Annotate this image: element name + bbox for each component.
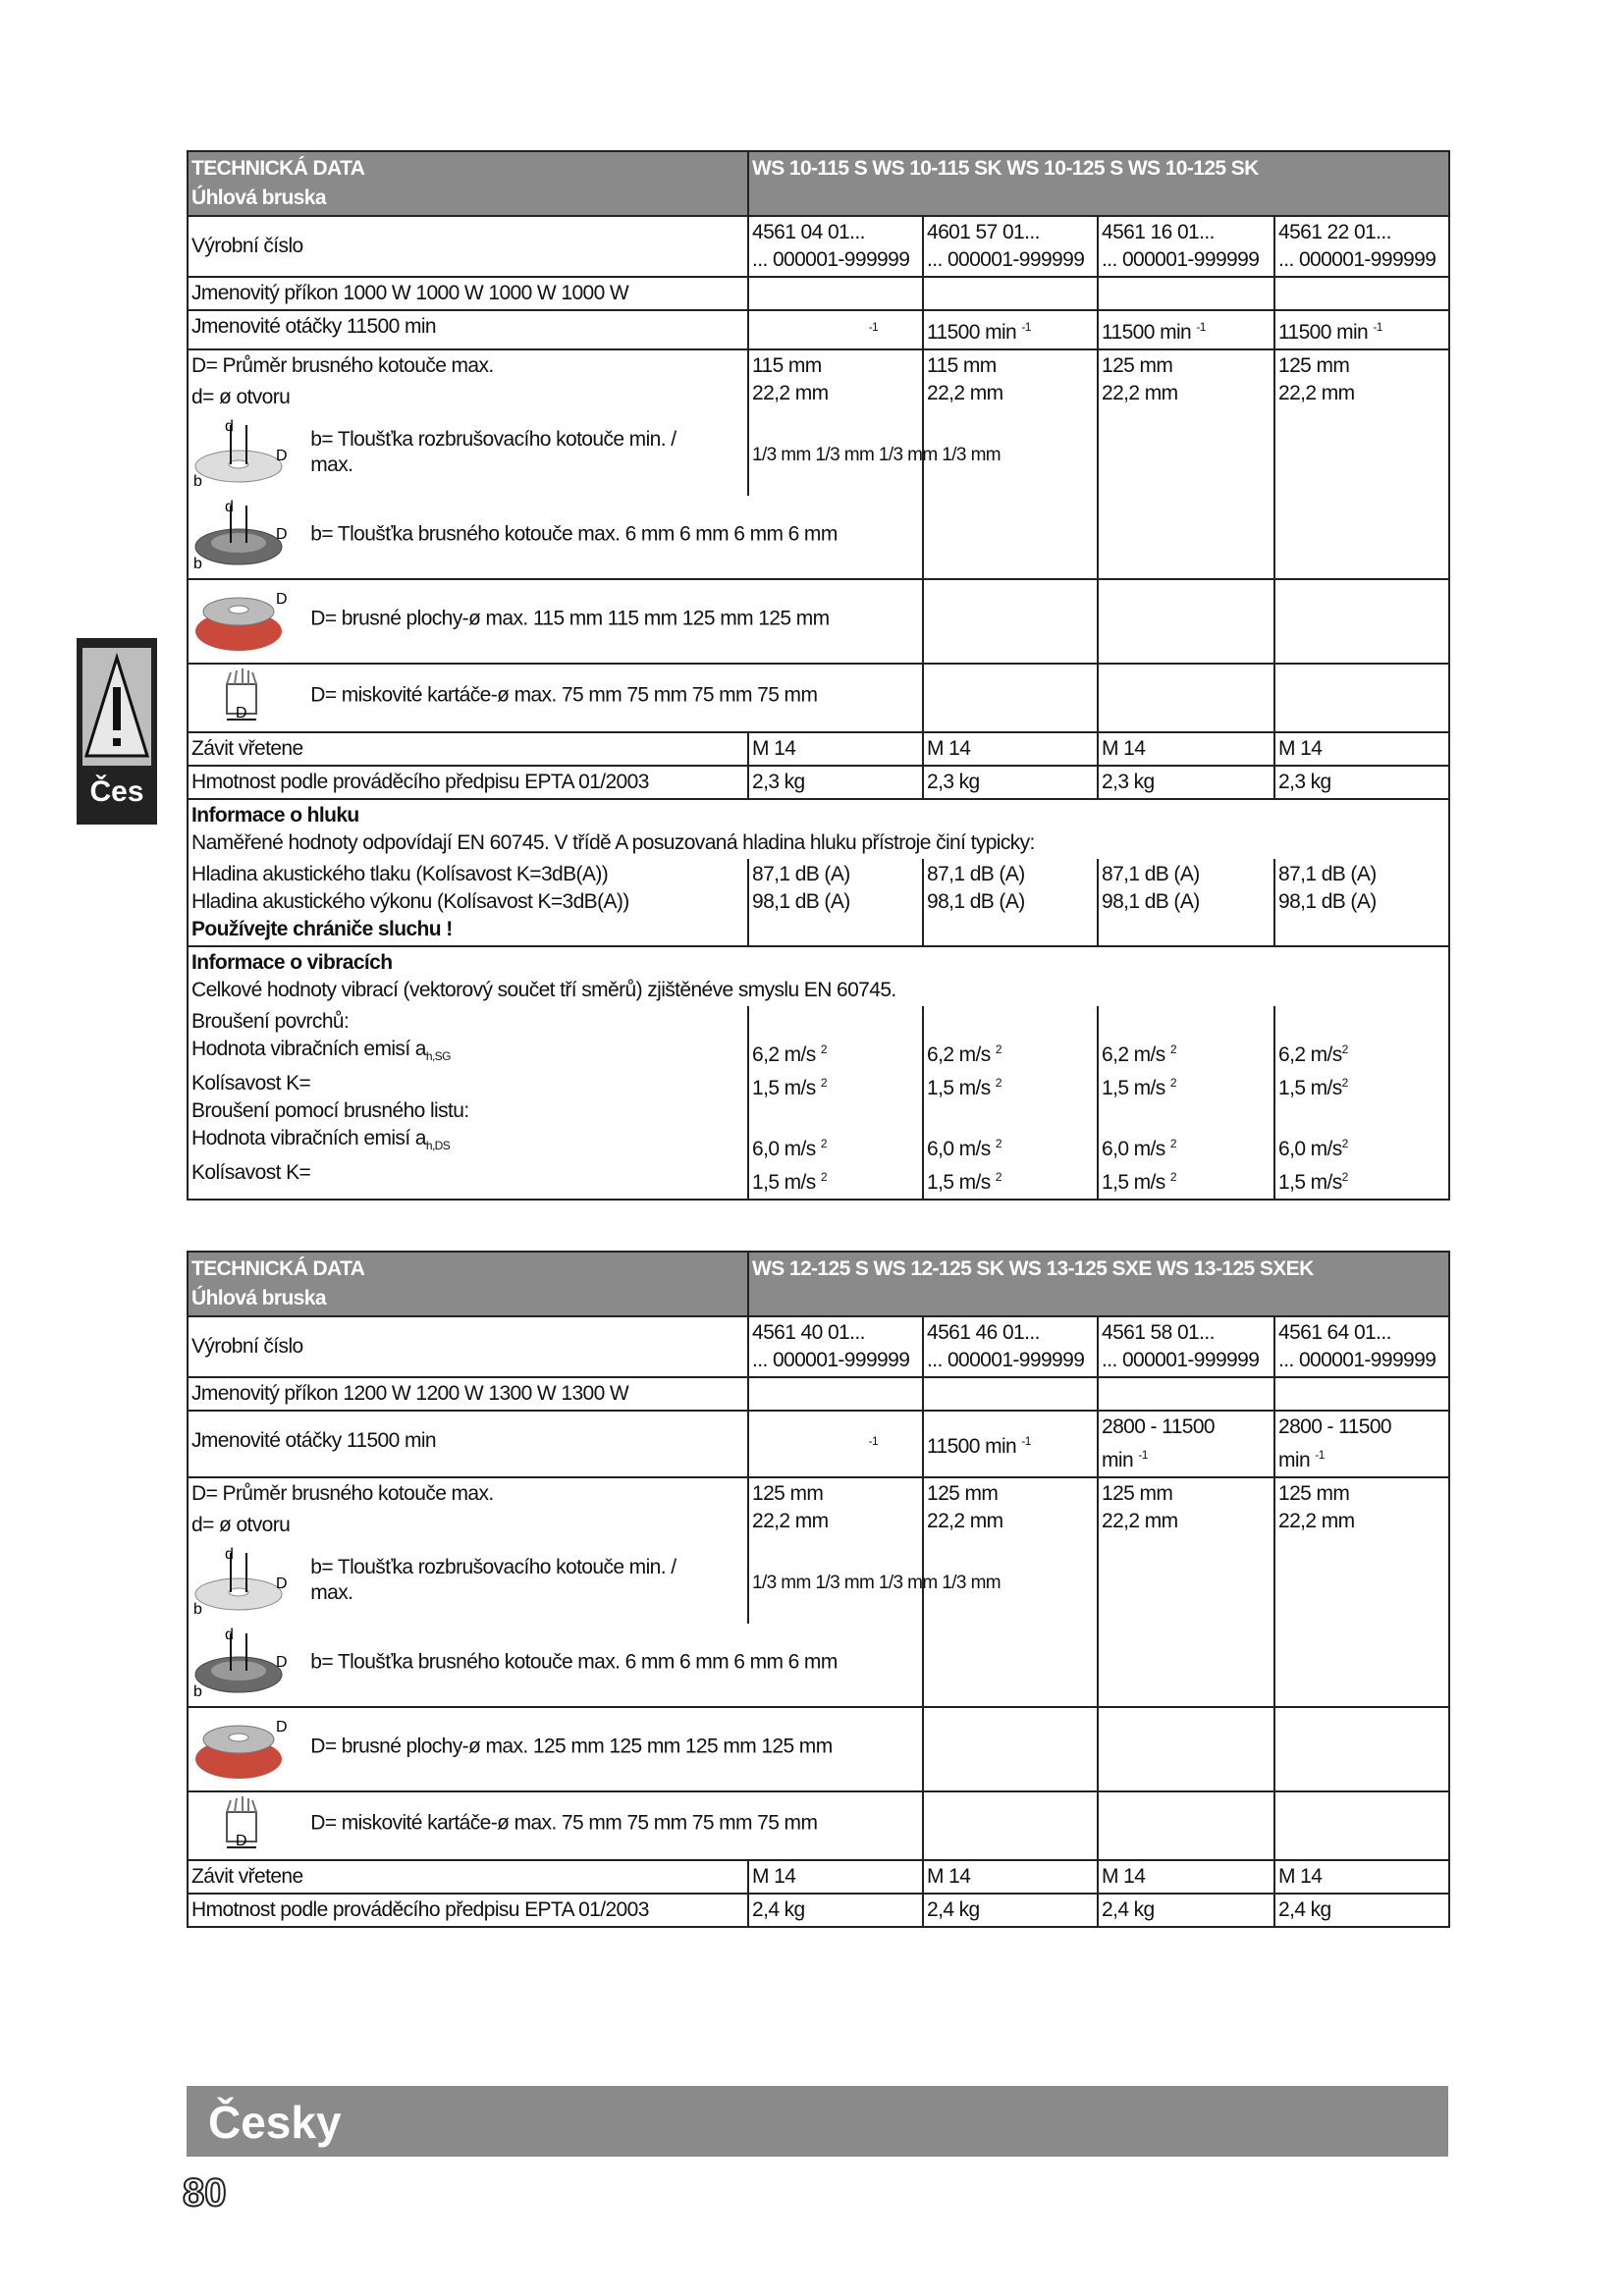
hearing-protection: Používejte chrániče sluchu ! xyxy=(191,918,453,940)
unit-exponent: 2 xyxy=(820,1137,827,1150)
power-level-label: Hladina akustického výkonu (Kolísavost K=3dB(A)) xyxy=(191,890,629,913)
vibration-intro: Celkové hodnoty vibrací (vektorový součet tří směrů) zjištěnéve smyslu EN 60745. xyxy=(191,979,896,1001)
unit-exponent: 2 xyxy=(1341,1170,1348,1184)
speed-label: Jmenovité otáčky 11500 min xyxy=(188,1411,748,1477)
table-row xyxy=(188,1541,1449,1624)
pressure-value: 87,1 dB (A) xyxy=(927,863,1025,885)
icon-label-b: b xyxy=(193,473,202,490)
table-header xyxy=(188,151,1449,216)
grinding-disc-icon xyxy=(191,1626,290,1700)
table-row xyxy=(188,1860,1449,1894)
icon-label-d: d xyxy=(225,1546,234,1563)
weight-value: 2,4 kg xyxy=(923,1894,1098,1927)
wire-brush-icon xyxy=(191,667,290,725)
vib-value: 6,0 m/s xyxy=(1102,1138,1165,1160)
icon-label-D: D xyxy=(236,705,246,721)
k-value: 1,5 m/s xyxy=(927,1077,991,1099)
thread-value: M 14 xyxy=(1098,1860,1274,1894)
icon-label-D: D xyxy=(276,1654,287,1671)
thread-label: Závit vřetene xyxy=(188,732,748,766)
table-row xyxy=(188,799,1449,859)
table-row xyxy=(188,496,1449,579)
speed-unit: min xyxy=(1102,1449,1134,1471)
diameter-value: 125 mm xyxy=(1278,1482,1350,1505)
power-level-value: 98,1 dB (A) xyxy=(1102,890,1200,913)
unit-exponent: 2 xyxy=(1169,1170,1176,1184)
surface-label: Broušení povrchů: xyxy=(191,1010,350,1033)
thread-value: M 14 xyxy=(923,732,1098,766)
unit-exponent: 2 xyxy=(995,1137,1001,1150)
power-level-value: 98,1 dB (A) xyxy=(927,890,1025,913)
k-value: 1,5 m/s xyxy=(752,1171,816,1194)
bore-value: 22,2 mm xyxy=(1278,382,1355,404)
speed-unit: -1 xyxy=(868,320,879,334)
serial-value: 4561 16 01... xyxy=(1102,221,1215,243)
unit-exponent: 2 xyxy=(1169,1076,1176,1090)
brush-diameter: D= miskovité kartáče-ø max. 75 mm 75 mm 75 mm 75 mm xyxy=(310,1811,818,1835)
unit-exponent: 2 xyxy=(1341,1076,1348,1090)
unit-exponent: 2 xyxy=(995,1170,1001,1184)
speed-exponent: -1 xyxy=(1373,320,1382,334)
table-row xyxy=(188,732,1449,766)
icon-label-D: D xyxy=(276,448,287,464)
serial-range: ... 000001-999999 xyxy=(927,248,1085,271)
badge-label: Čes xyxy=(89,775,144,808)
cut-thickness-label-2: max. xyxy=(310,454,353,476)
power-level-value: 98,1 dB (A) xyxy=(1278,890,1377,913)
diameter-value: 125 mm xyxy=(1102,1482,1173,1505)
serial-value: 4561 58 01... xyxy=(1102,1321,1215,1344)
icon-label-b: b xyxy=(193,1601,202,1618)
speed-value: 2800 - 11500 xyxy=(1278,1415,1392,1438)
table-row xyxy=(188,1316,1449,1377)
k-value: 1,5 m/s xyxy=(927,1171,991,1194)
thread-value: M 14 xyxy=(1274,732,1449,766)
vib-emission-label: Hodnota vibračních emisí a xyxy=(191,1038,426,1060)
vib-value: 6,2 m/s xyxy=(752,1043,816,1066)
speed-unit: -1 xyxy=(868,1434,879,1448)
flap-disc-diameter: D= brusné plochy-ø max. 125 mm 125 mm 125 mm 125 mm xyxy=(310,1735,833,1758)
vib-value: 6,2 m/s xyxy=(1102,1043,1165,1066)
table-row xyxy=(188,946,1449,1006)
unit-exponent: 2 xyxy=(995,1076,1001,1090)
pressure-value: 87,1 dB (A) xyxy=(1102,863,1200,885)
pressure-value: 87,1 dB (A) xyxy=(752,863,850,885)
weight-value: 2,3 kg xyxy=(923,766,1098,799)
bore-value: 22,2 mm xyxy=(1278,1510,1355,1532)
warning-icon xyxy=(82,648,151,766)
language-badge xyxy=(77,638,157,825)
table-row xyxy=(188,1791,1449,1860)
icon-label-D: D xyxy=(236,1833,246,1849)
power-row: Jmenovitý příkon 1000 W 1000 W 1000 W 1000 W xyxy=(188,277,748,310)
bore-value: 22,2 mm xyxy=(1102,1510,1178,1532)
table-row xyxy=(188,1411,1449,1477)
cutting-disc-icon xyxy=(191,415,290,490)
weight-value: 2,3 kg xyxy=(748,766,923,799)
vibration-title: Informace o vibracích xyxy=(191,951,393,974)
speed-label: Jmenovité otáčky 11500 min xyxy=(188,310,748,349)
table-row xyxy=(188,1377,1449,1411)
vib-value: 6,0 m/s xyxy=(1278,1138,1342,1160)
table-row xyxy=(188,1006,1449,1200)
cutting-disc-icon xyxy=(191,1543,290,1618)
table-row xyxy=(188,277,1449,310)
vib-emission-sub: h,SG xyxy=(425,1049,451,1064)
unit-exponent: 2 xyxy=(820,1170,827,1184)
diameter-label: D= Průměr brusného kotouče max. xyxy=(191,354,494,377)
cut-thickness-label-2: max. xyxy=(310,1581,353,1604)
footer-language: Česky xyxy=(208,2097,342,2148)
pressure-label: Hladina akustického tlaku (Kolísavost K=3dB(A)) xyxy=(191,863,609,885)
icon-label-d: d xyxy=(225,1627,234,1643)
language-footer-bar xyxy=(187,2086,1448,2157)
serial-value: 4561 46 01... xyxy=(927,1321,1040,1344)
header-models: WS 10-115 S WS 10-115 SK WS 10-125 S WS 10-125 SK xyxy=(748,151,1449,216)
thread-value: M 14 xyxy=(1098,732,1274,766)
diameter-value: 125 mm xyxy=(1102,354,1173,377)
speed-value: 11500 min xyxy=(927,321,1017,344)
weight-value: 2,3 kg xyxy=(1098,766,1274,799)
serial-label: Výrobní číslo xyxy=(188,1316,748,1377)
weight-value: 2,4 kg xyxy=(1098,1894,1274,1927)
table-row xyxy=(188,664,1449,732)
cut-thickness-values: 1/3 mm 1/3 mm 1/3 mm 1/3 mm xyxy=(752,444,1001,465)
cut-thickness-values: 1/3 mm 1/3 mm 1/3 mm 1/3 mm xyxy=(752,1572,1001,1593)
serial-value: 4561 64 01... xyxy=(1278,1321,1391,1344)
table-row xyxy=(188,413,1449,496)
cut-thickness-label: b= Tloušťka rozbrušovacího kotouče min. / xyxy=(310,1556,677,1578)
icon-label-D: D xyxy=(276,1719,287,1735)
wire-brush-icon xyxy=(191,1794,290,1853)
k-value: 1,5 m/s xyxy=(752,1077,816,1099)
grinding-disc-icon xyxy=(191,498,290,572)
table-row xyxy=(188,1624,1449,1707)
power-level-value: 98,1 dB (A) xyxy=(752,890,850,913)
icon-label-d: d xyxy=(225,418,234,435)
thread-value: M 14 xyxy=(1274,1860,1449,1894)
tech-data-table-2 xyxy=(187,1251,1450,1928)
icon-label-D: D xyxy=(276,1575,287,1592)
vib-emission-sub: h,DS xyxy=(425,1139,451,1153)
icon-label-b: b xyxy=(193,1683,202,1700)
serial-value: 4561 04 01... xyxy=(752,221,865,243)
grinding-thickness: b= Tloušťka brusného kotouče max. 6 mm 6 mm 6 mm 6 mm xyxy=(310,522,838,546)
header-title: TECHNICKÁ DATA xyxy=(191,1257,365,1280)
unit-exponent: 2 xyxy=(820,1042,827,1056)
power-row: Jmenovitý příkon 1200 W 1200 W 1300 W 1300 W xyxy=(188,1377,748,1411)
k-value: 1,5 m/s xyxy=(1278,1077,1342,1099)
serial-range: ... 000001-999999 xyxy=(1278,248,1436,271)
icon-label-D: D xyxy=(276,526,287,543)
table-row xyxy=(188,579,1449,664)
bore-value: 22,2 mm xyxy=(1102,382,1178,404)
cut-thickness-label: b= Tloušťka rozbrušovacího kotouče min. / xyxy=(310,428,677,451)
diameter-value: 125 mm xyxy=(1278,354,1350,377)
table-row xyxy=(188,216,1449,277)
flap-disc-icon xyxy=(191,582,290,657)
table-row xyxy=(188,310,1449,349)
table-row xyxy=(188,766,1449,799)
thread-label: Závit vřetene xyxy=(188,1860,748,1894)
k-value: 1,5 m/s xyxy=(1102,1077,1165,1099)
icon-label-D: D xyxy=(276,591,287,608)
header-title: TECHNICKÁ DATA xyxy=(191,157,365,180)
icon-label-b: b xyxy=(193,556,202,572)
unit-exponent: 2 xyxy=(1169,1042,1176,1056)
vib-value: 6,0 m/s xyxy=(752,1138,816,1160)
vib-value: 6,2 m/s xyxy=(927,1043,991,1066)
pressure-value: 87,1 dB (A) xyxy=(1278,863,1377,885)
thread-value: M 14 xyxy=(748,732,923,766)
serial-value: 4601 57 01... xyxy=(927,221,1040,243)
bore-label: d= ø otvoru xyxy=(191,1514,291,1536)
flap-disc-diameter: D= brusné plochy-ø max. 115 mm 115 mm 125 mm 125 mm xyxy=(310,607,830,630)
bore-label: d= ø otvoru xyxy=(191,386,291,408)
serial-value: 4561 22 01... xyxy=(1278,221,1391,243)
thread-value: M 14 xyxy=(748,1860,923,1894)
page-number: 80 xyxy=(183,2171,227,2215)
speed-value: 11500 min xyxy=(927,1435,1017,1458)
diameter-value: 125 mm xyxy=(927,1482,999,1505)
k-value: 1,5 m/s xyxy=(1278,1171,1342,1194)
bore-value: 22,2 mm xyxy=(752,1510,829,1532)
vib-emission-label: Hodnota vibračních emisí a xyxy=(191,1127,426,1150)
header-subtitle: Úhlová bruska xyxy=(191,187,326,209)
table-row xyxy=(188,1477,1449,1541)
table-row xyxy=(188,349,1449,413)
weight-label: Hmotnost podle prováděcího předpisu EPTA 01/2003 xyxy=(188,1894,748,1927)
serial-range: ... 000001-999999 xyxy=(1278,1349,1436,1371)
table-row xyxy=(188,859,1449,946)
bore-value: 22,2 mm xyxy=(927,1510,1003,1532)
diameter-value: 115 mm xyxy=(927,354,997,377)
flap-disc-icon xyxy=(191,1710,290,1785)
serial-value: 4561 40 01... xyxy=(752,1321,865,1344)
serial-label: Výrobní číslo xyxy=(188,216,748,277)
weight-value: 2,3 kg xyxy=(1274,766,1449,799)
k-label: Kolísavost K= xyxy=(191,1161,311,1185)
unit-exponent: 2 xyxy=(1341,1042,1348,1056)
speed-value: 2800 - 11500 xyxy=(1102,1415,1216,1438)
diameter-label: D= Průměr brusného kotouče max. xyxy=(191,1482,494,1505)
unit-exponent: 2 xyxy=(995,1042,1001,1056)
speed-value: 11500 min xyxy=(1278,321,1369,344)
bore-value: 22,2 mm xyxy=(752,382,829,404)
table-header xyxy=(188,1252,1449,1316)
grinding-thickness: b= Tloušťka brusného kotouče max. 6 mm 6 mm 6 mm 6 mm xyxy=(310,1650,838,1674)
serial-range: ... 000001-999999 xyxy=(752,248,910,271)
k-label: Kolísavost K= xyxy=(191,1072,311,1095)
unit-exponent: 2 xyxy=(1341,1137,1348,1150)
bore-value: 22,2 mm xyxy=(927,382,1003,404)
noise-intro: Naměřené hodnoty odpovídají EN 60745. V třídě A posuzovaná hladina hluku přístroje činí typicky: xyxy=(191,831,1035,854)
table-row xyxy=(188,1707,1449,1791)
tech-data-table-1 xyxy=(187,150,1450,1201)
unit-exponent: 2 xyxy=(820,1076,827,1090)
serial-range: ... 000001-999999 xyxy=(752,1349,910,1371)
speed-unit: min xyxy=(1278,1449,1311,1471)
unit-exponent: 2 xyxy=(1169,1137,1176,1150)
table-row xyxy=(188,1894,1449,1927)
header-subtitle: Úhlová bruska xyxy=(191,1287,326,1309)
icon-label-d: d xyxy=(225,499,234,515)
serial-range: ... 000001-999999 xyxy=(1102,1349,1260,1371)
speed-exponent: -1 xyxy=(1315,1448,1325,1462)
brush-diameter: D= miskovité kartáče-ø max. 75 mm 75 mm 75 mm 75 mm xyxy=(310,683,818,707)
sheet-label: Broušení pomocí brusného listu: xyxy=(191,1099,469,1123)
weight-value: 2,4 kg xyxy=(1274,1894,1449,1927)
noise-title: Informace o hluku xyxy=(191,804,359,827)
diameter-value: 125 mm xyxy=(752,1482,824,1505)
k-value: 1,5 m/s xyxy=(1102,1171,1165,1194)
thread-value: M 14 xyxy=(923,1860,1098,1894)
weight-label: Hmotnost podle prováděcího předpisu EPTA 01/2003 xyxy=(188,766,748,799)
speed-value: 11500 min xyxy=(1102,321,1192,344)
vib-value: 6,2 m/s xyxy=(1278,1043,1342,1066)
diameter-value: 115 mm xyxy=(752,354,822,377)
serial-range: ... 000001-999999 xyxy=(927,1349,1085,1371)
speed-exponent: -1 xyxy=(1138,1448,1148,1462)
speed-exponent: -1 xyxy=(1021,1434,1031,1448)
header-models: WS 12-125 S WS 12-125 SK WS 13-125 SXE WS 13-125 SXEK xyxy=(748,1252,1449,1316)
vib-value: 6,0 m/s xyxy=(927,1138,991,1160)
serial-range: ... 000001-999999 xyxy=(1102,248,1260,271)
weight-value: 2,4 kg xyxy=(748,1894,923,1927)
speed-exponent: -1 xyxy=(1021,320,1031,334)
speed-exponent: -1 xyxy=(1196,320,1206,334)
